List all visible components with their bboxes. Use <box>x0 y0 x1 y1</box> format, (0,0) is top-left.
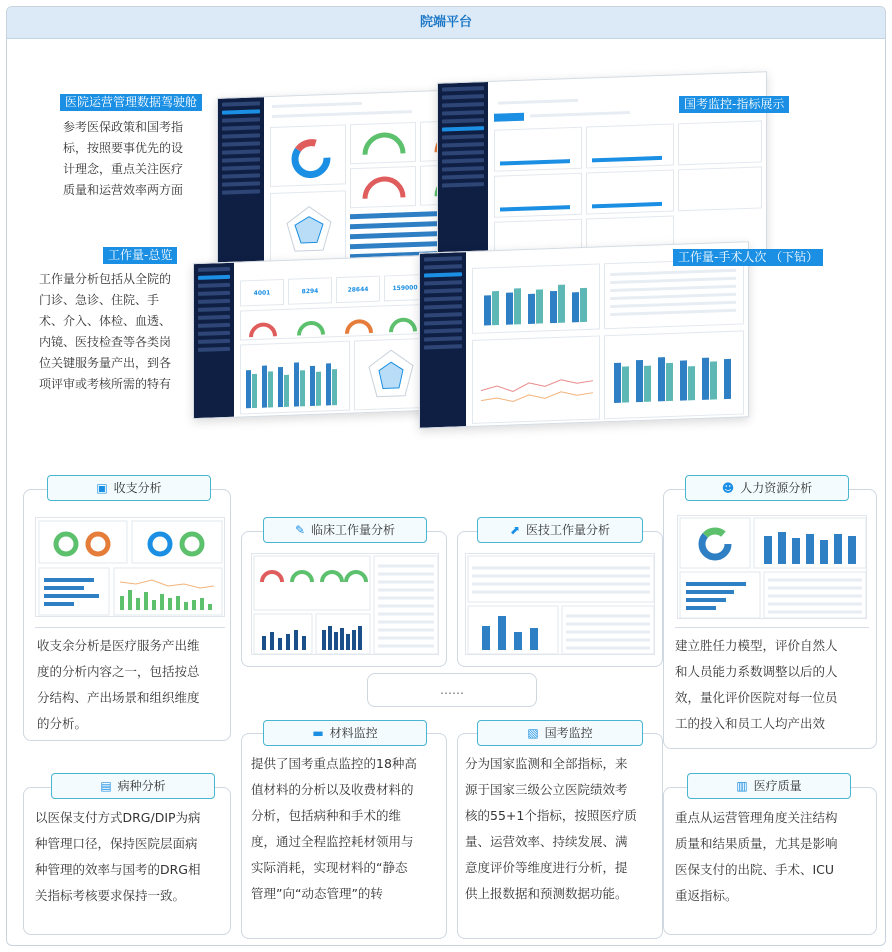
disease-pill[interactable]: ▤ 病种分析 <box>51 773 215 799</box>
medtech-pill[interactable]: ⬈ 医技工作量分析 <box>477 517 643 543</box>
edit-icon: ✎ <box>294 523 306 537</box>
kpi-value: 159000 <box>384 274 426 301</box>
income-description: 收支余分析是医疗服务产出维 度的分析内容之一，包括按总 分结构、产出场景和组织维度 的分析。 <box>37 638 200 731</box>
report-icon: ▥ <box>736 779 748 793</box>
kpi-value: 4001 <box>240 279 284 307</box>
dashboard-tag: 医院运营管理数据驾驶舱 <box>60 94 202 111</box>
workload-overview-tag: 工作量-总览 <box>103 247 177 264</box>
workload-description: 工作量分析包括从全院的 门诊、急诊、住院、手 术、介入、体检、血透、 内镜、医技检查等各类岗 位关键服务量产出，到各 项评审或考核所需的特有 <box>39 272 172 391</box>
kpi-value: 8294 <box>288 277 332 305</box>
clinical-pill[interactable]: ✎ 临床工作量分析 <box>263 517 427 543</box>
clinical-thumbnail <box>251 553 439 655</box>
ledger-icon: ▣ <box>96 481 108 495</box>
document-icon: ▧ <box>527 726 539 740</box>
surgery-drilldown-screenshot <box>419 241 749 429</box>
medtech-thumbnail <box>465 553 655 655</box>
donut-chart-icon <box>271 125 347 188</box>
hr-description: 建立胜任力模型，评价自然人 和人员能力系数调整以后的人 效，量化评价医院对每一位员 工的投入和员工人均产出效 <box>675 638 838 731</box>
platform-frame <box>6 6 886 946</box>
kpi-value: 28644 <box>336 276 380 304</box>
hr-pill[interactable]: ☻ 人力资源分析 <box>685 475 849 501</box>
more-modules: …… <box>367 673 537 707</box>
page-title: 院端平台 <box>7 7 885 39</box>
material-description: 提供了国考重点监控的18种高 值材料的分析以及收费材料的 分析，包括病种和手术的维 度，通过全程监控耗材领用与 实际消耗，实现材料的“静态 管理”向“动态管理”的转 <box>251 756 417 901</box>
disease-description: 以医保支付方式DRG/DIP为病 种管理口径，保持医院层面病 种管理的效率与国考的DRG相 关指标考核要求保持一致。 <box>35 810 201 903</box>
dashboard-description: 参考医保政策和国考指 标，按照要事优先的设 计理念，重点关注医疗 质量和运营效率两方面 <box>63 120 184 197</box>
people-icon: ☻ <box>721 481 735 495</box>
toolbox-icon: ▬ <box>312 726 324 740</box>
income-pill[interactable]: ▣ 收支分析 <box>47 475 211 501</box>
national-pill[interactable]: ▧ 国考监控 <box>477 720 643 746</box>
national-description: 分为国家监测和全部指标，来 源于国家三级公立医院绩效考 核的55+1个指标，按照医疗质 量、运营效率、持续发展、满 意度评价等维度进行分析，提 供上报数据和预测数据功能。 <box>465 756 637 901</box>
workload-overview-screenshot <box>193 255 429 419</box>
national-exam-tag: 国考监控-指标展示 <box>679 96 789 113</box>
trend-icon: ⬈ <box>509 523 521 537</box>
income-thumbnail <box>35 517 225 617</box>
material-pill[interactable]: ▬ 材料监控 <box>263 720 427 746</box>
clipboard-icon: ▤ <box>100 779 112 793</box>
quality-pill[interactable]: ▥ 医疗质量 <box>687 773 851 799</box>
quality-description: 重点从运营管理角度关注结构 质量和结果质量，尤其是影响 医保支付的出院、手术、ICU 重返指标。 <box>675 810 838 903</box>
hr-thumbnail <box>677 515 867 619</box>
surgery-drilldown-tag: 工作量-手术人次 （下钻） <box>673 249 823 266</box>
